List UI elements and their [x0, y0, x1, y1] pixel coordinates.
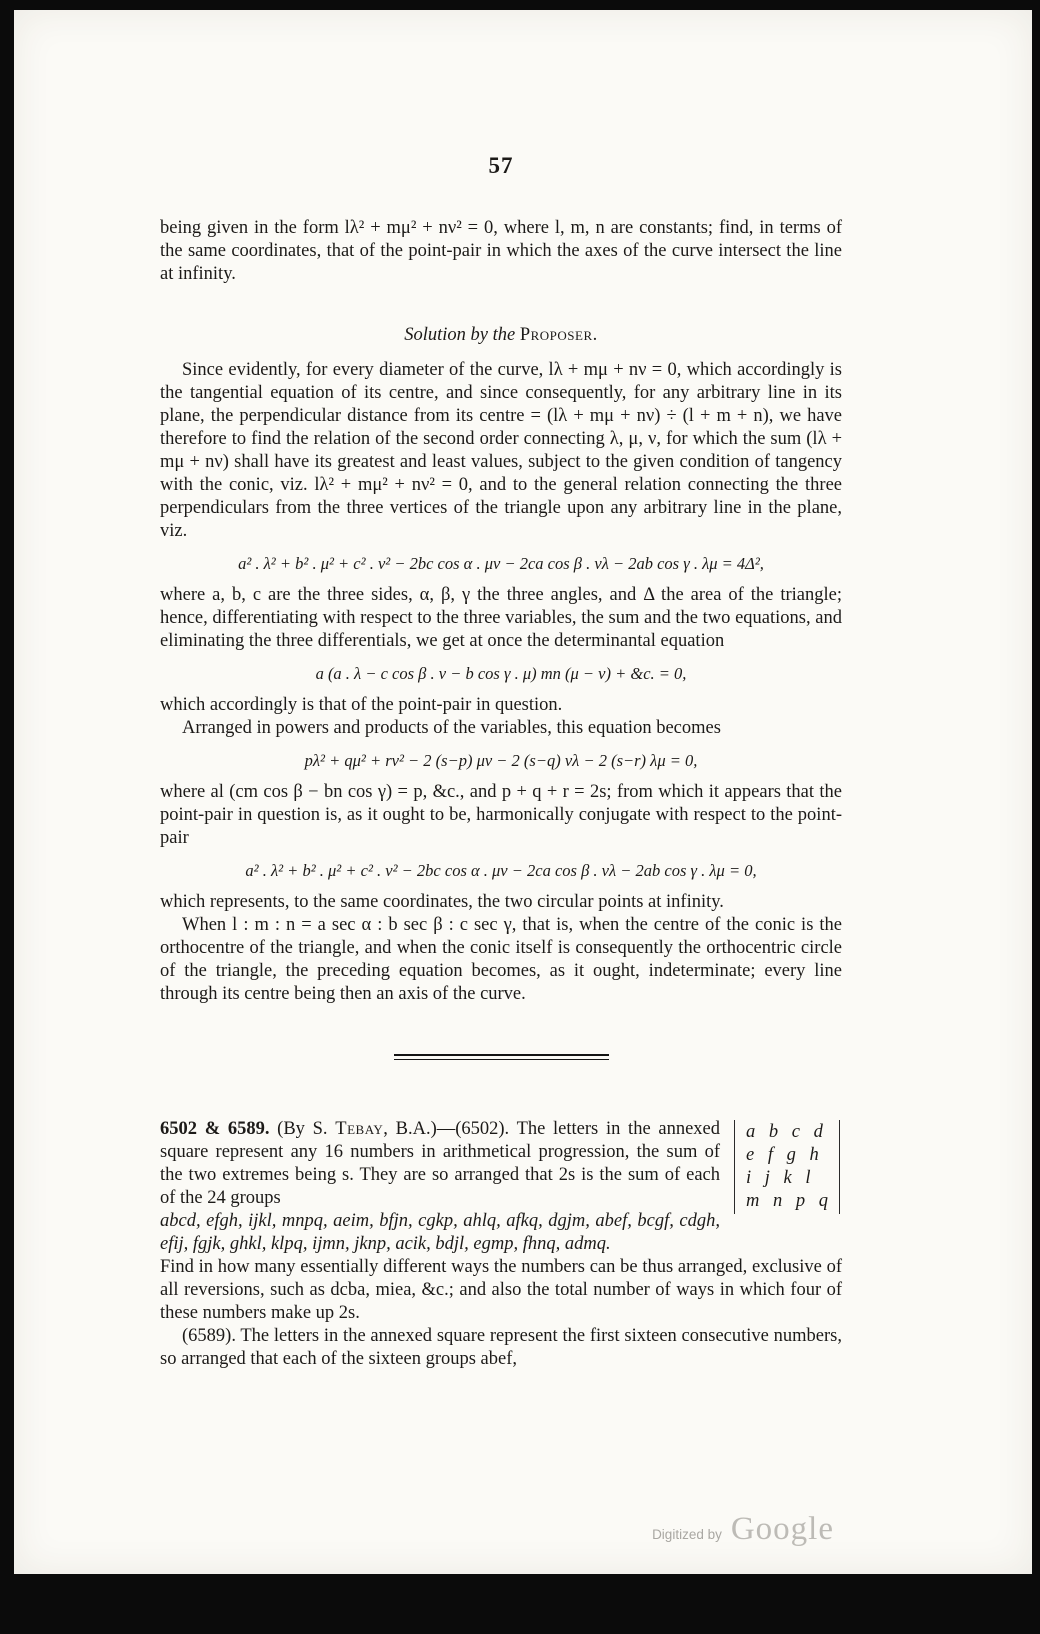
- letter-square-row: e f g h: [746, 1145, 819, 1165]
- problem-number: 6502 & 6589.: [160, 1119, 270, 1139]
- watermark: [652, 1511, 834, 1548]
- equation-1: a² . λ² + b² . μ² + c² . ν² − 2bc cos α . μν − 2ca cos β . νλ − 2ab cos γ . λμ = 4Δ²,: [238, 554, 764, 573]
- solution-paragraph-1: Since evidently, for every diameter of the curve, lλ + mμ + nν = 0, which accordingly is the tangential equation of its centre, and since consequently, for any arbitrary line in its plane, the perpendicular distance from its centre = (lλ + mμ + nν) ÷ (l + m + n), we have therefore to find the relation of the second order connecting λ, μ, ν, for which the sum (lλ + mμ + nν) shall have its greatest and least values, subject to the given condition of tangency with the conic, viz. lλ² + mμ² + nν² = 0, and to the general relation connecting the three perpendiculars from the three vertices of the triangle upon any arbitrary line in the plane, viz.: [160, 360, 842, 541]
- problem-groups-list: abcd, efgh, ijkl, mnpq, aeim, bfjn, cgkp, ahlq, afkq, dgjm, abef, bcgf, cdgh, efij, fgjk, ghkl, klpq, ijmn, jknp, acik, bdjl, egmp, fhnq, admq.: [160, 1211, 720, 1254]
- problem-byline-pre: (By S.: [269, 1119, 336, 1139]
- letter-square-row: m n p q: [746, 1191, 828, 1211]
- page-content: [160, 10, 842, 1371]
- problem-author: Tebay: [335, 1119, 384, 1139]
- problem-text-1: The letters in the annexed square represent any 16 numbers in arithmetical progression, the sum of the two extremes being s. They are so arranged that 2s is the sum of each of the 24 groups: [160, 1119, 720, 1208]
- problem-byline-post: , B.A.)—(6502).: [383, 1119, 517, 1139]
- solution-heading-pre: Solution by the: [404, 325, 520, 345]
- problem-text-2: Find in how many essentially different ways the numbers can be thus arranged, exclusive of all reversions, such as dcba, miea, &c.; and also the total number of ways in which four of these numbers make up 2s.: [160, 1257, 842, 1323]
- solution-heading: [160, 324, 842, 347]
- solution-paragraph-5: which represents, to the same coordinates, the two circular points at infinity.: [160, 892, 724, 912]
- solution-paragraph-3a: which accordingly is that of the point-pair in question.: [160, 695, 563, 715]
- book-page: [14, 10, 1032, 1574]
- problem-text-3: (6589). The letters in the annexed square represent the first sixteen consecutive numbers, so arranged that each of the sixteen groups abef,: [160, 1326, 842, 1369]
- solution-paragraph-6: When l : m : n = a sec α : b sec β : c sec γ, that is, when the centre of the conic is the orthocentre of the triangle, and when the conic itself is consequently the orthocentric circle of the triangle, the preceding equation becomes, as it ought, indeterminate; every line through its centre being then an axis of the curve.: [160, 915, 842, 1004]
- solution-heading-proposer: Proposer.: [519, 325, 598, 345]
- letter-square-row: i j k l: [746, 1168, 811, 1188]
- letter-square: [734, 1120, 840, 1214]
- equation-4: a² . λ² + b² . μ² + c² . ν² − 2bc cos α . μν − 2ca cos β . νλ − 2ab cos γ . λμ = 0,: [245, 861, 757, 880]
- problem-statement: [160, 1118, 842, 1210]
- solution-paragraph-4: where al (cm cos β − bn cos γ) = p, &c., and p + q + r = 2s; from which it appears that the point-pair in question is, as it ought to be, harmonically conjugate with respect to the point-pair: [160, 782, 842, 848]
- letter-square-row: a b c d: [746, 1122, 823, 1142]
- equation-3: pλ² + qμ² + rν² − 2 (s−p) μν − 2 (s−q) νλ − 2 (s−r) λμ = 0,: [304, 751, 698, 770]
- digitized-by-label: Digitized by: [652, 1527, 722, 1542]
- equation-2: a (a . λ − c cos β . ν − b cos γ . μ) mn (μ − ν) + &c. = 0,: [315, 664, 687, 683]
- google-logo: Google: [730, 1511, 834, 1547]
- solution-paragraph-2: where a, b, c are the three sides, α, β, γ the three angles, and Δ the area of the triangle; hence, differentiating with respect to the three variables, the sum and the two equations, and eliminating the three differentials, we get at once the determinantal equation: [160, 585, 842, 651]
- solution-paragraph-3b: Arranged in powers and products of the variables, this equation becomes: [182, 718, 721, 738]
- page-number: 57: [488, 153, 514, 178]
- section-divider-rule: [394, 1054, 609, 1060]
- intro-paragraph: being given in the form lλ² + mμ² + nν² = 0, where l, m, n are constants; find, in terms of the same coordinates, that of the point-pair in which the axes of the curve intersect the line at infinity.: [160, 218, 842, 284]
